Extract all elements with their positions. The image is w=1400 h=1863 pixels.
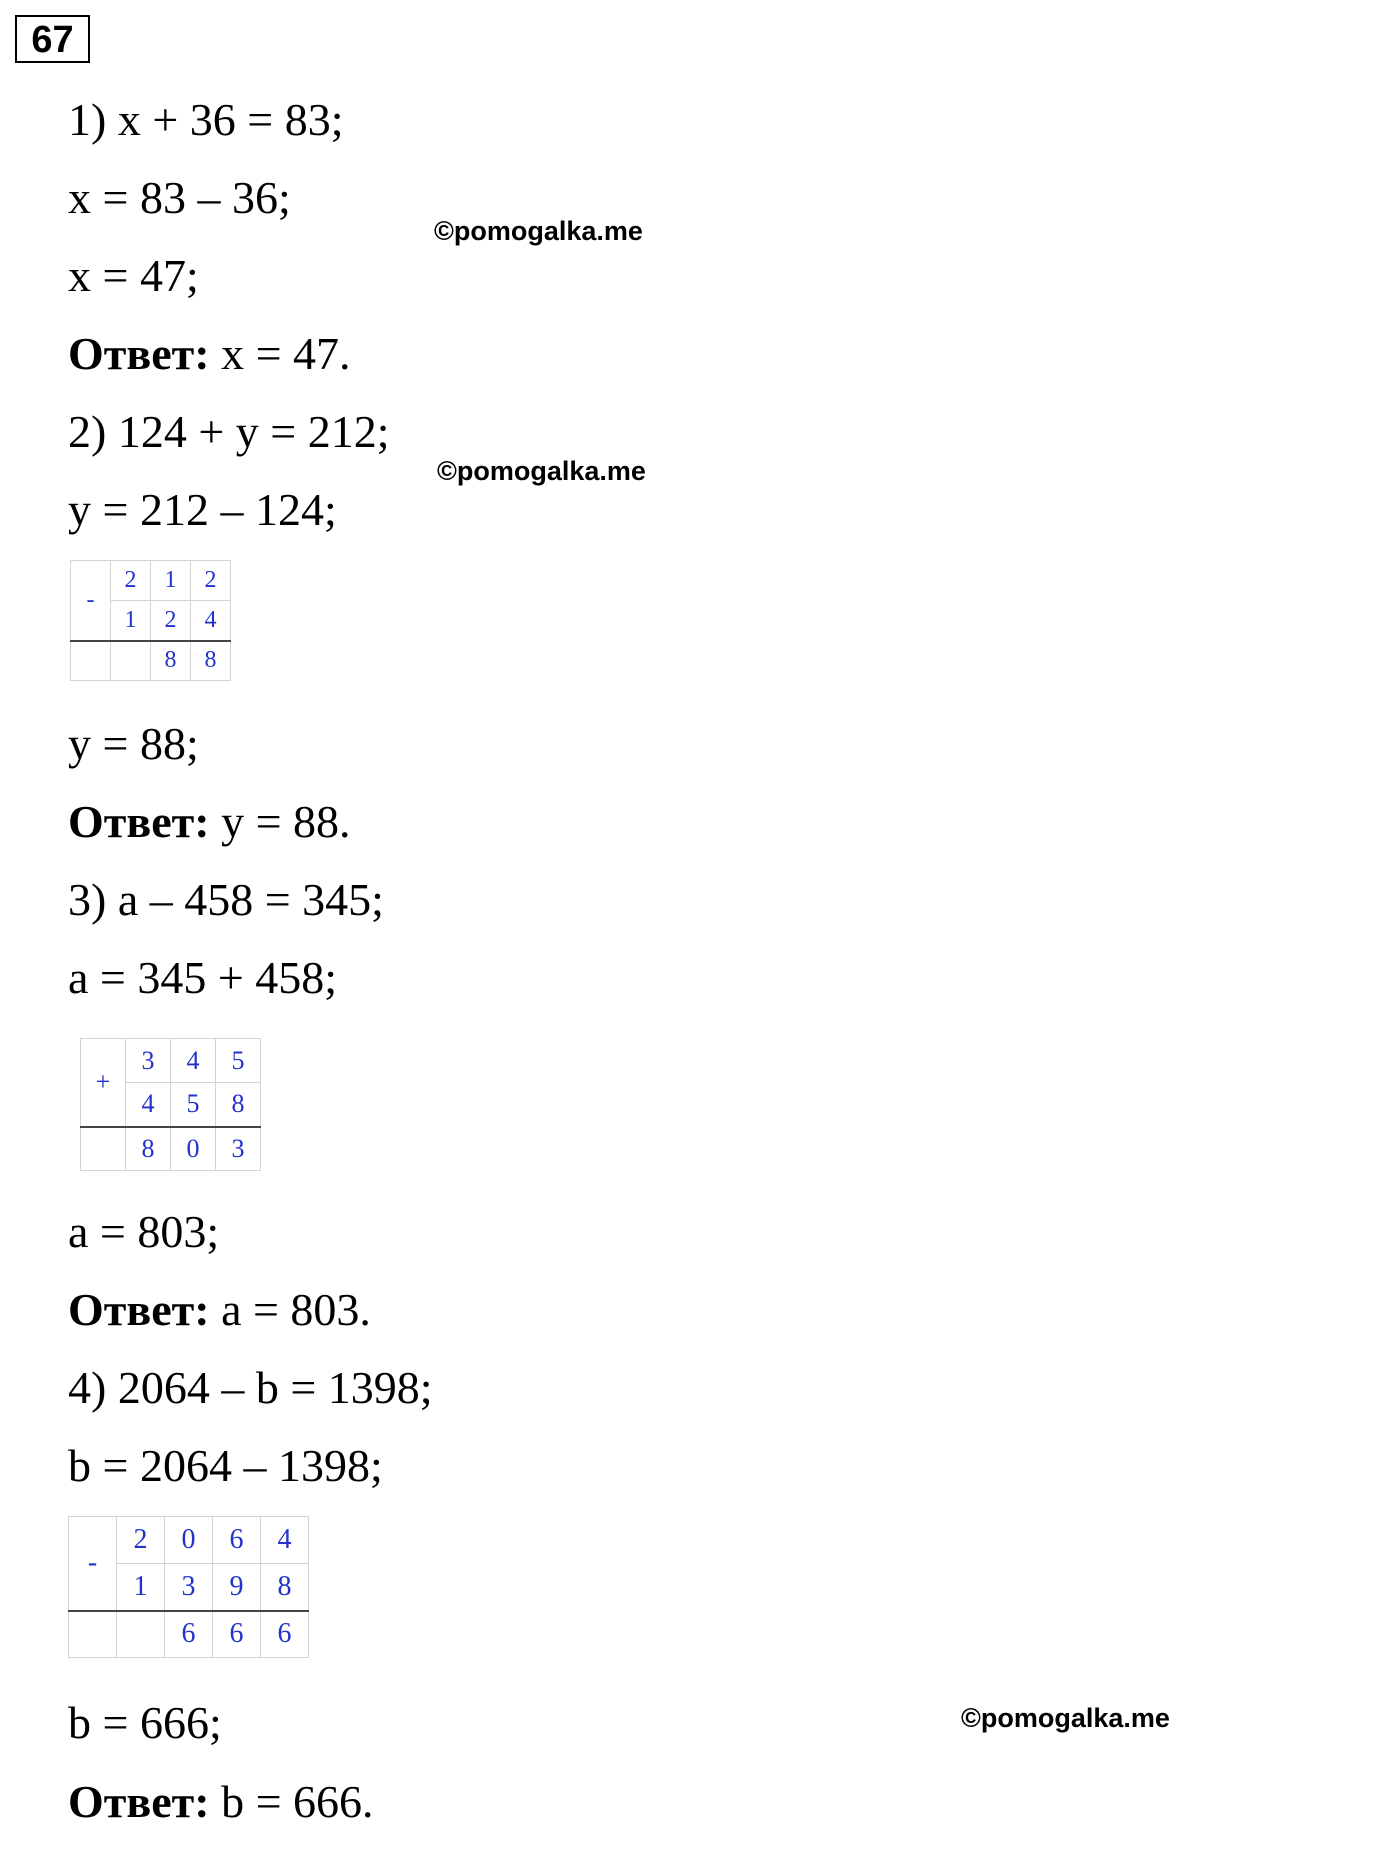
result-digit: 6 — [213, 1611, 261, 1658]
watermark: ©pomogalka.me — [434, 216, 643, 246]
digit: 8 — [216, 1083, 261, 1127]
answer-label: Ответ: — [68, 1284, 210, 1335]
minus-sign: - — [71, 561, 111, 641]
digit: 1 — [111, 601, 151, 641]
result-digit — [117, 1611, 165, 1658]
answer-1 — [68, 326, 351, 382]
result-digit: 8 — [151, 641, 191, 681]
result-digit: 8 — [126, 1127, 171, 1171]
result-digit: 3 — [216, 1127, 261, 1171]
result-digit: 6 — [261, 1611, 309, 1658]
watermark: ©pomogalka.me — [437, 456, 646, 486]
digit: 4 — [171, 1039, 216, 1083]
answer-3 — [68, 1282, 371, 1338]
digit: 5 — [171, 1083, 216, 1127]
answer-label: Ответ: — [68, 796, 210, 847]
digit: 4 — [191, 601, 231, 641]
answer-4 — [68, 1774, 374, 1830]
column-addition — [80, 1038, 261, 1171]
problem-number: 67 — [15, 15, 90, 63]
digit: 4 — [126, 1083, 171, 1127]
digit: 9 — [213, 1564, 261, 1611]
answer-2 — [68, 794, 351, 850]
answer-value: y = 88. — [209, 796, 351, 847]
digit: 3 — [165, 1564, 213, 1611]
step-2-3: y = 88; — [68, 718, 199, 769]
digit: 1 — [117, 1564, 165, 1611]
equation-2: 2) 124 + y = 212; — [68, 406, 390, 457]
digit: 4 — [261, 1517, 309, 1564]
minus-sign: - — [69, 1517, 117, 1611]
step-2-2: y = 212 – 124; — [68, 484, 337, 535]
result-digit: 0 — [171, 1127, 216, 1171]
answer-value: x = 47. — [209, 328, 351, 379]
step-1-3: x = 47; — [68, 250, 199, 301]
empty-cell — [81, 1127, 126, 1171]
equation-4: 4) 2064 – b = 1398; — [68, 1362, 433, 1413]
step-3-2: a = 345 + 458; — [68, 952, 338, 1003]
result-digit: 6 — [165, 1611, 213, 1658]
watermark: ©pomogalka.me — [961, 1703, 1170, 1733]
column-subtraction-2 — [68, 1516, 309, 1658]
answer-value: a = 803. — [209, 1284, 371, 1335]
answer-value: b = 666. — [209, 1776, 374, 1827]
step-1-2: x = 83 – 36; — [68, 172, 291, 223]
result-digit — [111, 641, 151, 681]
step-4-3: b = 666; — [68, 1697, 222, 1748]
digit: 8 — [261, 1564, 309, 1611]
empty-cell — [69, 1611, 117, 1658]
digit: 2 — [111, 561, 151, 601]
equation-1: 1) x + 36 = 83; — [68, 94, 344, 145]
result-digit: 8 — [191, 641, 231, 681]
digit: 6 — [213, 1517, 261, 1564]
column-subtraction-1 — [70, 560, 231, 681]
step-3-3: a = 803; — [68, 1206, 220, 1257]
digit: 2 — [191, 561, 231, 601]
digit: 2 — [151, 601, 191, 641]
digit: 2 — [117, 1517, 165, 1564]
step-4-2: b = 2064 – 1398; — [68, 1440, 383, 1491]
answer-label: Ответ: — [68, 1776, 210, 1827]
digit: 5 — [216, 1039, 261, 1083]
plus-sign: + — [81, 1039, 126, 1127]
digit: 0 — [165, 1517, 213, 1564]
empty-cell — [71, 641, 111, 681]
answer-label: Ответ: — [68, 328, 210, 379]
equation-3: 3) a – 458 = 345; — [68, 874, 384, 925]
digit: 3 — [126, 1039, 171, 1083]
digit: 1 — [151, 561, 191, 601]
